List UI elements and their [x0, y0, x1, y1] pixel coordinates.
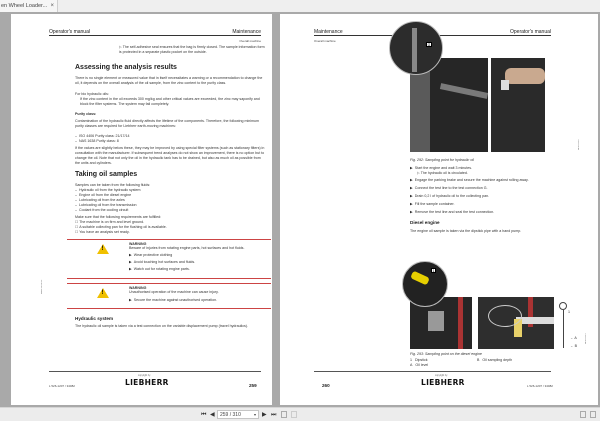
diesel-photo-right [478, 297, 554, 349]
page-259 [11, 14, 272, 405]
footer-docno: L 526-1207 / 34082 [49, 384, 75, 388]
warning-step: ▶ Watch out for rotating engine parts. [129, 267, 190, 271]
footer-rule [314, 371, 551, 372]
document-viewer[interactable] [0, 12, 600, 407]
requirement-item: ☐ You have an analysis set ready. [75, 230, 130, 234]
fluid-item: – Hydraulic oil from the hydraulic system [75, 188, 141, 192]
figure-caption: Fig. 293: Sampling point on the diesel engine [410, 352, 482, 356]
footer-rule [49, 371, 261, 372]
dipstick-label: ← B [570, 344, 577, 348]
step-item: ▶ Fill the sample container. [410, 202, 455, 206]
prev-page-button[interactable]: ◀ [210, 412, 215, 418]
figure-caption: Fig. 292: Sampling point for hydraulic oil [410, 158, 474, 162]
paste-page-icon[interactable] [291, 411, 297, 418]
footer-copyright: copyright by [435, 375, 448, 377]
warning-step: ▶ Wear protective clothing [129, 253, 173, 257]
section-title-hydraulic: Hydraulic system [75, 316, 114, 321]
fluid-item: – Engine oil from the diesel engine [75, 193, 132, 197]
side-code: RFD-0000 [578, 139, 580, 150]
warning-text: Unauthorised operation of the machine can cause injury. [129, 290, 219, 294]
warning-box [67, 239, 271, 279]
legend-item: A Oil level [410, 363, 429, 367]
warning-triangle-icon [97, 288, 109, 298]
step-item: ▶ Engage the parking brake and secure the machine against rolling away. [410, 178, 529, 182]
copy-page-icon[interactable] [281, 411, 287, 418]
side-code: RFD-0001 [585, 333, 587, 344]
dipstick-label: ← A [570, 336, 577, 340]
requirement-item: ☐ The machine is on firm and level ground. [75, 220, 145, 224]
next-page-button[interactable]: ▶ [262, 412, 267, 418]
legend-item: B Oil sampling depth [477, 358, 513, 362]
section-title-assessing: Assessing the analysis results [75, 64, 177, 71]
fluid-item: – Coolant from the cooling circuit [75, 208, 129, 212]
dipstick-drawing [559, 302, 567, 310]
fluids-intro: Samples can be taken from the following fluids: [75, 183, 151, 187]
legend-item: 1 Dipstick [410, 358, 428, 362]
page-number: 260 [322, 383, 330, 388]
close-tab-icon[interactable]: × [50, 3, 54, 9]
dipstick-label: 1 [568, 310, 570, 314]
callout-1: 1 [432, 269, 435, 273]
page-260 [280, 14, 598, 405]
side-code: MKD-1234-00 [41, 279, 43, 294]
callout-g: G [427, 43, 431, 47]
warning-text: Beware of injuries from rotating engine parts, hot surfaces and hot fluids. [129, 246, 245, 250]
dipstick-shaft [563, 310, 564, 348]
fluid-item: – Lubricating oil from the axles [75, 198, 125, 202]
liebherr-logo: LIEBHERR [421, 378, 465, 387]
header-left: Operator's manual [49, 28, 90, 35]
page-number-input[interactable] [217, 410, 259, 419]
purity-title: Purity class: [75, 112, 97, 116]
title-bar [0, 0, 600, 12]
bio-text: If the zinc content in the oil exceeds 300 mg/kg and other critical values are exceeded, the zinc may saponify and block the filter systems. The system may fail completely. [80, 97, 260, 106]
fluid-item: – Lubricating oil from the transmission [75, 203, 137, 207]
hydraulic-text: The hydraulic oil sample is taken via a test connection on the variable displacement pump (travel hydraulics). [75, 324, 248, 328]
single-page-view-icon[interactable] [580, 411, 586, 418]
chevron-down-icon[interactable]: ▾ [253, 412, 256, 417]
header-right: Operator's manual [510, 28, 551, 35]
purity-after: If the values are slightly below these, they may be improved by using special filter systems (such as stationary filters) in consultation with the manufacturer. If subsequent trend analyses do not show an improvement, there is no option but to change the oil. Note that not only the oil in the hydraulic tank has to be drained, but also as much oil as possible from the units and cylinders. [75, 146, 265, 165]
section-title-diesel: Diesel engine [410, 220, 440, 225]
warning-triangle-icon [97, 244, 109, 254]
bio-label: For bio hydraulic oils: [75, 92, 109, 96]
subheader: Overall machine [314, 39, 336, 43]
step-result: ▷ The hydraulic oil is circulated. [417, 171, 468, 175]
header-left: Maintenance [314, 28, 343, 35]
hydraulic-detail-circle [389, 21, 443, 75]
header-right: Maintenance [232, 28, 261, 35]
requirements-intro: Make sure that the following requirements are fulfilled: [75, 215, 162, 219]
step-item: ▶ Drain 0,2 l of hydraulic oil to the collecting pan. [410, 194, 490, 198]
footer-copyright: copyright by [138, 375, 151, 377]
subheader: Overall machine [239, 39, 261, 43]
document-tab[interactable] [0, 0, 58, 12]
diesel-detail-circle [402, 261, 448, 307]
step-item: ▶ Remove the test line and seal the test connection. [410, 210, 495, 214]
intro-result: ▷ The self-adhesive seal ensures that the bag is firmly closed. The sample information form is protected in a separate plastic pocket on the outside. [119, 45, 265, 54]
page-header [49, 27, 261, 36]
liebherr-logo: LIEBHERR [125, 378, 169, 387]
first-page-button[interactable]: ⏮ [201, 412, 207, 418]
navigation-toolbar [0, 407, 600, 421]
purity-item: – NAS 1638 Purity class: 8 [75, 139, 119, 143]
warning-step: ▶ Avoid touching hot surfaces and fluids. [129, 260, 196, 264]
diesel-text: The engine oil sample is taken via the dipstick pipe with a hand pump. [410, 229, 522, 233]
warning-title: WARNING [129, 242, 147, 246]
warning-title: WARNING [129, 286, 147, 290]
last-page-button[interactable]: ⏭ [271, 412, 277, 418]
warning-box [67, 283, 271, 309]
step-item: ▶ Connect the test line to the test connection G. [410, 186, 488, 190]
warning-step: ▶ Secure the machine against unauthorised operation. [129, 298, 218, 302]
bookmark-view-icon[interactable] [590, 411, 596, 418]
requirement-item: ☐ A suitable collecting pan for the flushing oil is available. [75, 225, 167, 229]
step-item: ▶ Start the engine and wait 3 minutes. [410, 166, 473, 170]
section-title-taking: Taking oil samples [75, 171, 138, 178]
paragraph: There is no single element or measured value that in itself necessitates a warning or a recommendation to change the oil, it depends on the overall analysis of the oil sample, from the zinc content to the purity class. [75, 76, 263, 85]
hydraulic-photo-right [491, 58, 545, 152]
footer-docno: L 526-1207 / 34082 [527, 384, 553, 388]
page-number: 259 [249, 383, 257, 388]
tab-title: en Wheel Loader... [1, 3, 48, 9]
page-indicator: 259 / 310 [220, 412, 241, 418]
purity-text: Contamination of the hydraulic fluid directly affects the lifetime of the components. Therefore, the following minimum purity classes are required for Liebherr earth-moving machines: [75, 119, 260, 128]
purity-item: – ISO 4406 Purity class: 21/17/14 [75, 134, 130, 138]
